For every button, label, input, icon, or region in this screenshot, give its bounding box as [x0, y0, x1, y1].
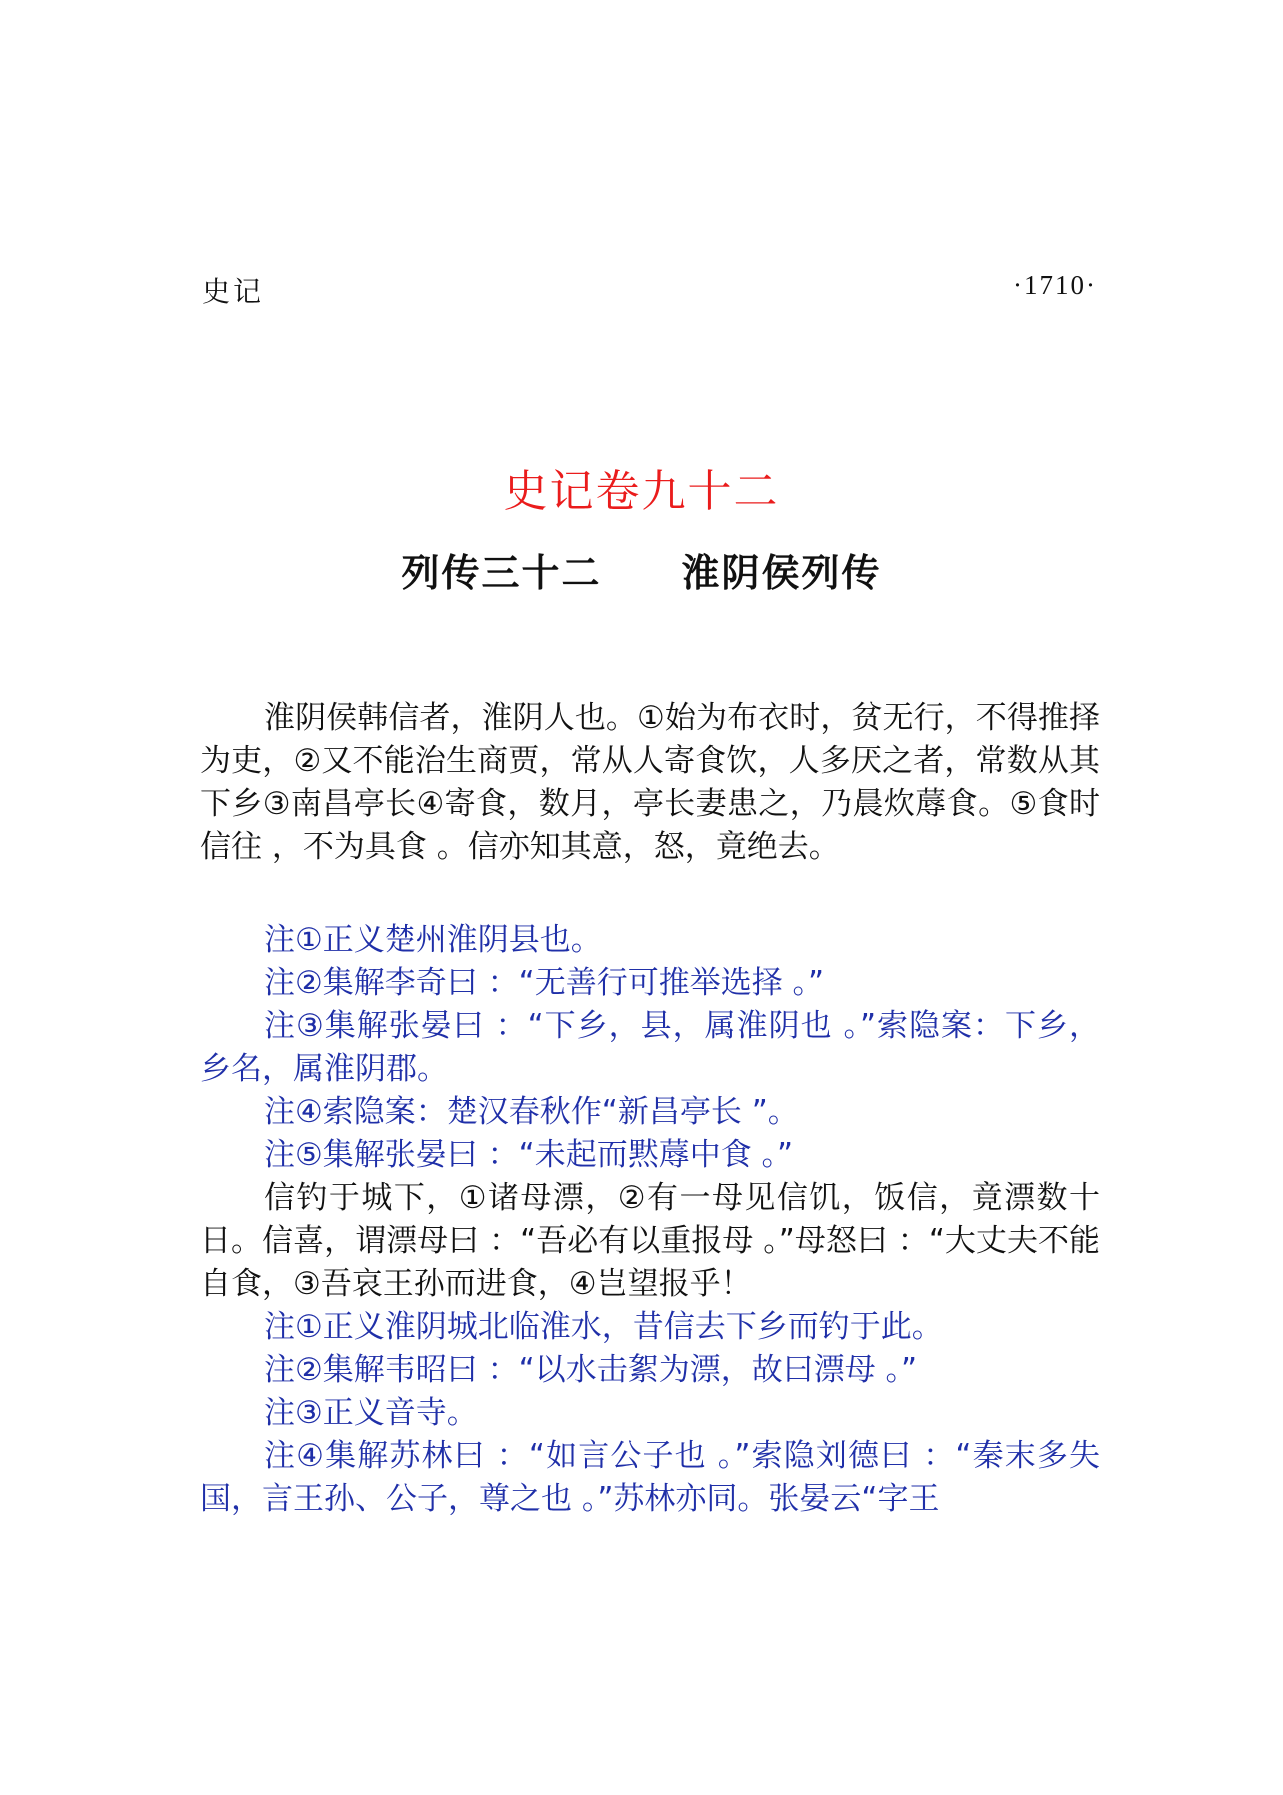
page-number: ·1710· [1013, 270, 1097, 300]
chapter-series: 列传三十二 [401, 551, 602, 595]
body-text [200, 697, 1100, 1521]
annotation-note: 注①正义淮阴城北临淮水，昔信去下乡而钓于此。 [264, 1309, 943, 1345]
paragraph-spacer [200, 869, 1100, 919]
annotation-note: 注④集解苏林曰 ：“如言公子也 。”索隐刘德曰 ：“秦末多失国，言王孙、公子，尊之也 。”苏林亦同。张晏云“字王 [200, 1438, 1100, 1517]
volume-title: 史记卷九十二 [503, 466, 780, 517]
annotation-note: 注③正义音寺。 [264, 1395, 478, 1431]
main-paragraph: 淮阴侯韩信者，淮阴人也。①始为布衣时，贫无行，不得推择为吏，②又不能治生商贾，常从人寄食饮，人多厌之者，常数从其下乡③南昌亭长④寄食，数月，亭长妻患之，乃晨炊蓐食。⑤食时信往 ，不为具食 。信亦知其意，怒，竟绝去。 [200, 700, 1100, 865]
annotation-note: 注②集解韦昭曰 ：“以水击絮为漂，故曰漂母 。” [264, 1352, 918, 1388]
running-header [202, 270, 1097, 310]
chapter-title [0, 542, 1283, 597]
annotation-note: 注⑤集解张晏曰 ：“未起而黙蓐中食 。” [264, 1137, 794, 1173]
book-title: 史记 [202, 275, 265, 308]
main-paragraph: 信钓于城下，①诸母漂，②有一母见信饥，饭信，竟漂数十日。信喜，谓漂母曰 ：“吾必有以重报母 。”母怒曰 ：“大丈夫不能自食，③吾哀王孙而进食，④岂望报乎！ [200, 1180, 1100, 1302]
annotation-note: 注③集解张晏曰 ：“下乡，县，属淮阴也 。”索隐案：下乡，乡名，属淮阴郡。 [200, 1008, 1100, 1087]
annotation-note: 注④索隐案：楚汉春秋作“新昌亭长 ”。 [264, 1094, 799, 1130]
annotation-note: 注②集解李奇曰 ：“无善行可推举选择 。” [264, 965, 825, 1001]
annotation-note: 注①正义楚州淮阴县也。 [264, 922, 602, 958]
chapter-name: 淮阴侯列传 [681, 551, 882, 595]
